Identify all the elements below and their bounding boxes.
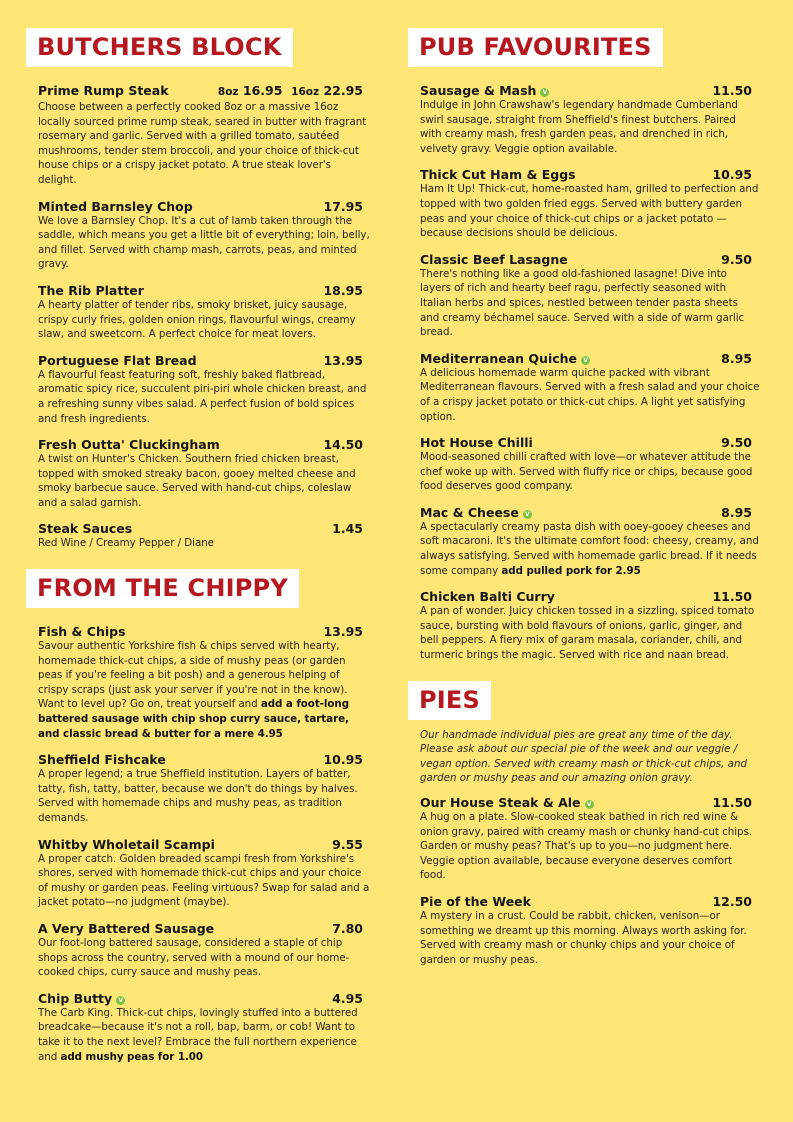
item-price: 11.50 [712, 589, 752, 605]
menu-item-fish-and-chips [38, 624, 371, 741]
item-price: 8.95 [721, 504, 752, 520]
item-name: Thick Cut Ham & Eggs [420, 167, 576, 183]
vegetarian-icon: V [581, 356, 590, 365]
item-price: 1.45 [332, 521, 363, 537]
item-price: 4.95 [332, 990, 363, 1006]
item-price: 8oz 16.95 16oz 22.95 [217, 83, 363, 98]
item-price: 10.95 [323, 752, 363, 768]
pies-section [408, 728, 760, 968]
menu-item-hot-house-chilli [420, 435, 760, 494]
menu-item-classic-beef-lasagne [420, 252, 760, 340]
item-name: Hot House Chilli [420, 435, 533, 451]
item-name: Chicken Balti Curry [420, 589, 555, 605]
item-name: Chip Butty V [38, 991, 125, 1006]
item-price: 13.95 [323, 624, 363, 640]
item-name: Prime Rump Steak [38, 83, 169, 98]
from-the-chippy-section [26, 624, 371, 1064]
menu-item-whitby-wholetail-scampi [38, 837, 371, 910]
item-name: Pie of the Week [420, 893, 531, 909]
section-title-pub-favourites: PUB FAVOURITES [408, 28, 663, 67]
item-name: Classic Beef Lasagne [420, 251, 568, 267]
item-description: Savour authentic Yorkshire fish & chips served with hearty, homemade thick-cut chips, a side of mushy peas (or garden peas if you're feeling a bit posh) and a generous helping of crispy scraps (just ask your server if you're not in the know). Want to level up? Go on, treat yourself and add a foot-long battered sausage with chip shop curry sauce, tartare, and classic bread & butter for a mere 4.95 [38, 640, 350, 740]
item-name: Fresh Outta' Cluckingham [38, 437, 220, 453]
item-upsell: add pulled pork for 2.95 [501, 564, 641, 577]
item-price: 9.50 [721, 251, 752, 267]
item-price: 13.95 [323, 352, 363, 368]
vegetarian-icon: V [523, 510, 532, 519]
menu-item-house-steak-and-ale [420, 795, 760, 883]
item-description: A twist on Hunter's Chicken. Southern fried chicken breast, topped with smoked streaky bacon, gooey melted cheese and smoky barbecue sauce. Served with hand-cut chips, coleslaw and a salad garnish. [38, 453, 356, 509]
item-description: Ham It Up! Thick-cut, home-roasted ham, grilled to perfection and topped with two golden fried eggs. Served with buttery garden peas and your choice of thick-cut chips or a jacket potato —because decisions should be delicious. [420, 183, 759, 240]
item-name: Portuguese Flat Bread [38, 352, 197, 368]
item-upsell: add mushy peas for 1.00 [60, 1050, 204, 1063]
item-name: A Very Battered Sausage [38, 920, 215, 936]
item-price: 7.80 [332, 920, 363, 936]
item-description: A mystery in a crust. Could be rabbit, chicken, venison—or something we dreamt up this morning. Always worth asking for. Served with creamy mash or chunky chips and your choice of garden or mushy peas. [420, 909, 747, 966]
item-price: 12.50 [712, 893, 752, 909]
left-column [26, 28, 371, 1064]
item-description: Choose between a perfectly cooked 8oz or a massive 16oz locally sourced prime rump steak, seared in butter with fragrant rosemary and garlic. Served with a grilled tomato, sautéed mushrooms, tender stem broccoli, and your choice of thick-cut house chips or a crispy jacket potato. A true steak lover's delight. [38, 101, 367, 186]
item-price: 14.50 [323, 437, 363, 453]
item-price: 9.50 [721, 435, 752, 451]
menu-item-sausage-and-mash [420, 83, 760, 156]
item-description: A pan of wonder. Juicy chicken tossed in a sizzling, spiced tomato sauce, bursting with bold flavours of onions, garlic, ginger, and bell peppers. A fiery mix of garam masala, coriander, chili, and turmeric brings the magic. Served with rice and naan bread. [420, 605, 755, 662]
right-column [408, 28, 760, 967]
item-name: Minted Barnsley Chop [38, 198, 193, 214]
item-price: 11.50 [712, 83, 752, 98]
item-price: 11.50 [712, 795, 752, 810]
item-description: We love a Barnsley Chop. It's a cut of lamb taken through the saddle, which means you get a little bit of everything; loin, belly, and fillet. Served with champ mash, carrots, peas, and minted gravy. [38, 214, 370, 271]
menu-item-thick-cut-ham-and-eggs [420, 167, 760, 240]
menu-item-prime-rump-steak [38, 83, 371, 188]
item-description: Red Wine / Creamy Pepper / Diane [38, 537, 214, 550]
menu-item-portuguese-flat-bread [38, 353, 371, 426]
item-description: The Carb King. Thick-cut chips, lovingly stuffed into a buttered breadcake—because it's not a roll, bap, barm, or cob! Want to take it to the next level? Embrace the full northern experience and add mushy peas for 1.00 [38, 1006, 358, 1063]
item-description: A delicious homemade warm quiche packed with vibrant Mediterranean flavours. Served with a fresh salad and your choice of a crispy jacket potato or thick-cut chips. A light yet satisfying option. [420, 366, 760, 423]
section-title-butchers-block: BUTCHERS BLOCK [26, 28, 293, 67]
item-description: A flavourful feast featuring soft, freshly baked flatbread, aromatic spicy rice, succulent piri-piri whole chicken breast, and a refreshing sunny vibes salad. A perfect fusion of bold spices and fresh ingredients. [38, 368, 367, 425]
item-name: Mediterranean Quiche V [420, 351, 590, 366]
item-description: A hug on a plate. Slow-cooked steak bathed in rich red wine & onion gravy, paired with creamy mash or chunky hand-cut chips. Garden or mushy peas? That's up to you—no judgment here. Veggie option available, because everyone deserves comfort food. [420, 811, 753, 882]
item-name: Fish & Chips [38, 624, 126, 640]
item-description: Our foot-long battered sausage, considered a staple of chip shops across the country, served with a mound of our home-cooked chips, curry sauce and mushy peas. [38, 936, 350, 979]
item-description: Indulge in John Crawshaw's legendary handmade Cumberland swirl sausage, straight from Sheffield's finest butchers. Paired with creamy mash, fresh garden peas, and drenched in rich, velvety gravy. Veggie option available. [420, 99, 738, 155]
menu-item-fresh-outta-cluckingham [38, 437, 371, 510]
item-price: 18.95 [323, 282, 363, 298]
menu-item-mediterranean-quiche [420, 351, 760, 424]
butchers-block-section [26, 83, 371, 551]
section-title-from-the-chippy: FROM THE CHIPPY [26, 569, 299, 608]
item-description: A spectacularly creamy pasta dish with ooey-gooey cheeses and soft macaroni. It's the ultimate comfort food: cheesy, creamy, and always satisfying. Served with homemade garlic bread. If it needs some company add pulled pork for 2.95 [420, 520, 759, 577]
item-description: There's nothing like a good old-fashioned lasagne! Dive into layers of rich and hearty beef ragu, perfectly seasoned with Italian herbs and spices, nestled between tender pasta sheets and creamy béchamel sauce. Served with a side of warm garlic bread. [420, 267, 745, 339]
menu-item-rib-platter [38, 283, 371, 342]
item-description: A proper catch. Golden breaded scampi fresh from Yorkshire's shores, served with homemade thick-cut chips and your choice of mushy or garden peas. Feeling virtuous? Swap for salad and a jacket potato—no judgment (maybe). [38, 852, 370, 909]
vegetarian-icon: V [116, 996, 125, 1005]
item-price: 8.95 [721, 350, 752, 366]
item-name: Steak Sauces [38, 521, 133, 537]
item-upsell: add a foot-long battered sausage with chip shop curry sauce, tartare, and classic bread & butter for a mere 4.95 [38, 698, 350, 740]
menu-item-minted-barnsley-chop [38, 199, 371, 272]
item-description: Mood-seasoned chilli crafted with love—or whatever attitude the chef woke up with. Served with fluffy rice or chips, because good food deserves good company. [420, 451, 753, 493]
menu-item-pie-of-the-week [420, 894, 760, 967]
item-price: 17.95 [323, 198, 363, 214]
menu-item-mac-and-cheese [420, 505, 760, 578]
item-name: Mac & Cheese V [420, 505, 532, 520]
menu-item-very-battered-sausage [38, 921, 371, 980]
item-price: 9.55 [332, 836, 363, 852]
item-name: The Rib Platter [38, 282, 144, 298]
pub-favourites-section [408, 83, 760, 663]
item-description: A proper legend; a true Sheffield institution. Layers of batter, tatty, fish, tatty, batter, because we don't do things by halves. Served with homemade chips and mushy peas, as tradition demands. [38, 768, 358, 824]
section-title-pies: PIES [408, 681, 491, 720]
item-name: Whitby Wholetail Scampi [38, 836, 215, 852]
pies-intro: Our handmade individual pies are great any time of the day. Please ask about our special pie of the week and our veggie / vegan option. Served with creamy mash or thick-cut chips, and garden or mushy peas and our amazing onion gravy. [420, 728, 748, 785]
menu-item-chicken-balti-curry [420, 589, 760, 662]
item-name: Our House Steak & Ale V [420, 795, 594, 810]
item-price: 10.95 [712, 167, 752, 183]
vegetarian-icon: V [585, 800, 594, 809]
menu-item-chip-butty [38, 991, 371, 1064]
item-name: Sausage & Mash V [420, 83, 549, 98]
item-description: A hearty platter of tender ribs, smoky brisket, juicy sausage, crispy curly fries, golden onion rings, flavourful wings, creamy slaw, and sweetcorn. A perfect choice for meat lovers. [38, 298, 356, 341]
item-name: Sheffield Fishcake [38, 752, 166, 768]
menu-item-steak-sauces [38, 521, 371, 551]
menu-item-sheffield-fishcake [38, 752, 371, 825]
vegetarian-icon: V [540, 88, 549, 97]
